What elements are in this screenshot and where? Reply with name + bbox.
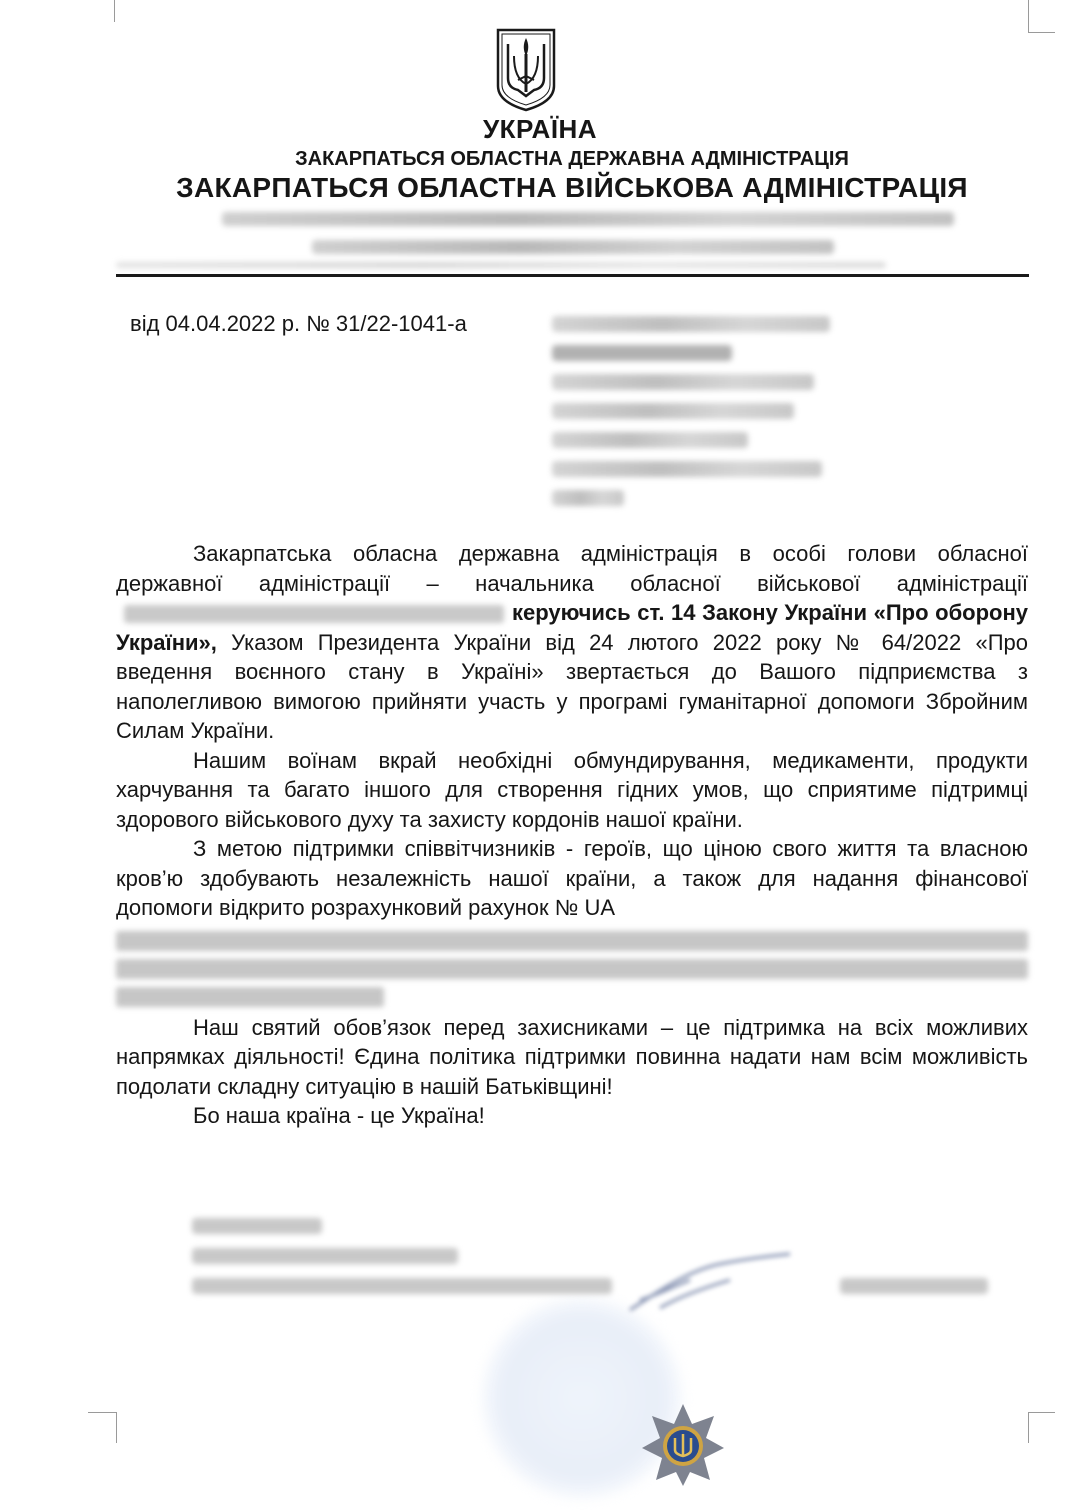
redacted-addressee-line (552, 316, 830, 332)
body-paragraph-5: Бо наша країна - це Україна! (193, 1103, 485, 1128)
redacted-address-line (222, 212, 954, 226)
header-divider (116, 274, 1029, 277)
redacted-addressee-line (552, 345, 732, 361)
redacted-addressee-line (552, 432, 748, 448)
header-country: УКРАЇНА (482, 114, 598, 144)
crop-mark-bottom-left (88, 1412, 117, 1443)
letter-body (116, 539, 1028, 1131)
letter-reference: від 04.04.2022 р. № 31/22-1041-а (130, 311, 467, 336)
header-military-administration: ЗАКАРПАТЬСЯ ОБЛАСТНА ВІЙСЬКОВА АДМІНІСТРАЦІЯ (176, 172, 968, 203)
redacted-account-line (116, 959, 1028, 979)
header-state-administration: ЗАКАРПАТЬСЯ ОБЛАСТНА ДЕРЖАВНА АДМІНІСТРАЦІЯ (295, 148, 849, 170)
redacted-signature-block (190, 1208, 990, 1368)
redacted-name (124, 605, 504, 623)
redacted-signature-line (192, 1218, 322, 1234)
body-paragraph-2: Нашим воїнам вкрай необхідні обмундирування, медикаменти, продукти харчування та багато іншого для створення гідних умов, що сприятиме підтримці здорового військового духу та захисту кордонів нашої країни. (116, 747, 1028, 832)
redacted-contacts-line (312, 240, 834, 254)
body-paragraph-1 (116, 539, 1028, 746)
redacted-thin-line (116, 262, 886, 268)
crop-mark-top-right (1028, 0, 1055, 33)
blurred-signature (620, 1250, 800, 1320)
redacted-account-line (116, 987, 384, 1007)
redacted-signature-line (192, 1248, 458, 1264)
body-paragraph-3-text: З метою підтримки співвітчизників - героїв, що ціною свого життя та власною кров’ю здобувають незалежність нашої країни, а також для надання фінансової допомоги відкрито розрахунковий рахунок № UA (116, 836, 1028, 920)
redacted-account-line (116, 931, 1028, 951)
redacted-addressee-line (552, 461, 822, 477)
body-paragraph-1-bold: керуючись ст. 14 Закону України «Про оборону України», (116, 600, 1028, 655)
body-paragraph-1-start: Закарпатська обласна державна адміністрація в особі голови обласної державної адміністрації – начальника обласної військової адміністрації (116, 541, 1028, 596)
redacted-addressee-line (552, 403, 794, 419)
crop-mark-bottom-right (1028, 1412, 1055, 1443)
crop-mark-top-left (90, 0, 115, 22)
redacted-signature-line (192, 1278, 612, 1294)
redacted-addressee-line (552, 490, 624, 506)
trident-coat-of-arms-icon (494, 26, 558, 112)
body-paragraph-3 (116, 834, 1028, 1007)
police-badge-icon (640, 1402, 726, 1488)
redacted-addressee-line (552, 374, 814, 390)
redacted-signature-line (840, 1278, 988, 1294)
body-paragraph-4: Наш святий обов’язок перед захисниками – це підтримка на всіх можливих напрямках діяльності! Єдина політика підтримки повинна надати нам всім можливість подолати складну ситуацію в нашій Батьківщині! (116, 1014, 1028, 1099)
body-paragraph-1-end: Указом Президента України від 24 лютого 2022 року № 64/2022 «Про введення воєнного стану в Україні» звертається до Вашого підприємства з наполегливою вимогою прийняти участь у програмі гуманітарної допомоги Збройним Силам України. (116, 629, 1028, 743)
